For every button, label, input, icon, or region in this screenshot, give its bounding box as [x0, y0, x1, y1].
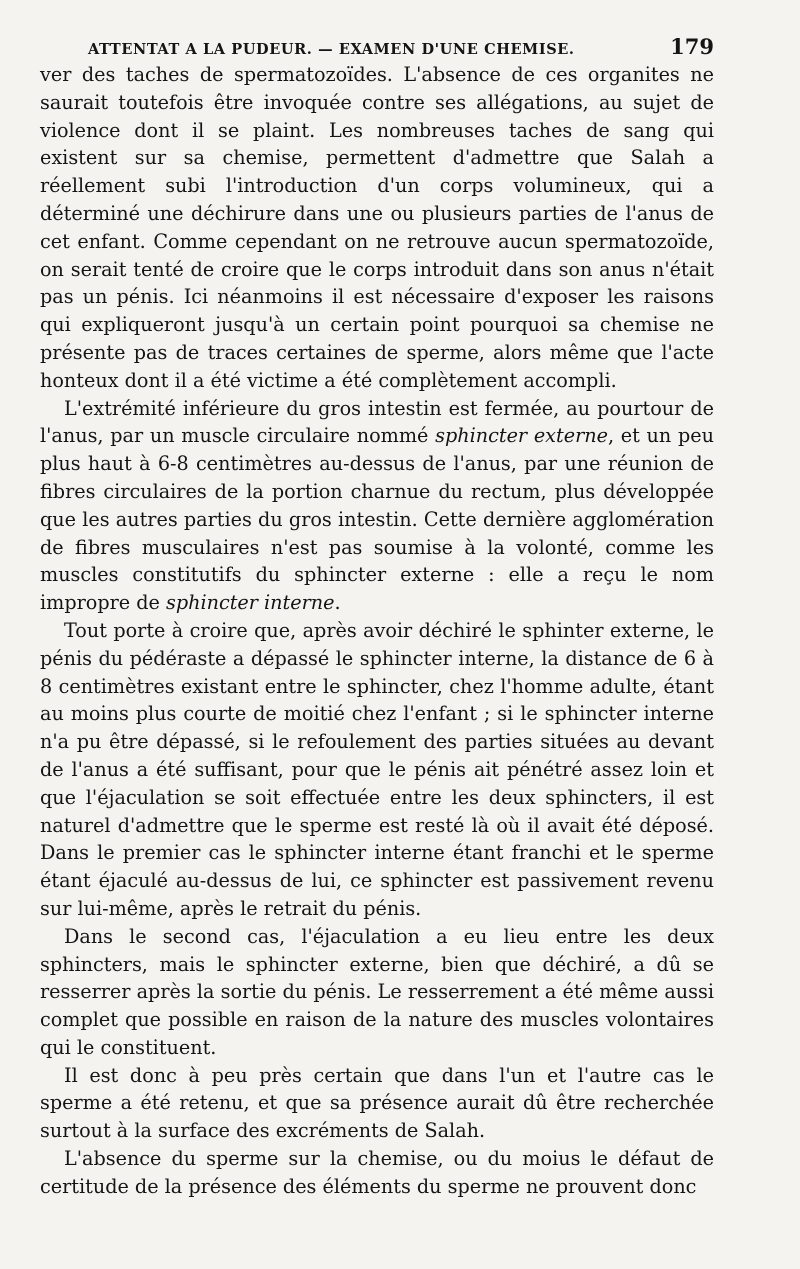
- paragraph: [40, 923, 714, 1062]
- text-run: L'extrémité inférieure du gros intestin est fermée, au pourtour de l'anus, par un muscle circulaire nommé: [40, 396, 714, 448]
- text-run: ver des taches de spermatozoïdes. L'absence de ces organites ne saurait toutefois être invoquée contre ses allégations, au sujet de violence dont il se plaint. Les nombreuses taches de sang qui existent sur sa chemise, permettent d'admettre que Salah a réellement subi l'introduction d'un corps volumineux, qui a déterminé une déchirure dans une ou plusieurs parties de l'anus de cet enfant. Comme cependant on ne retrouve aucun spermatozoïde, on serait tenté de croire que le corps introduit dans son anus n'était pas un pénis. Ici néanmoins il est nécessaire d'exposer les raisons qui expliqueront jusqu'à un certain point pourquoi sa chemise ne présente pas de traces certaines de sperme, alors même que l'acte honteux dont il a été victime a été complètement accompli.: [40, 63, 714, 392]
- paragraph: [40, 395, 714, 617]
- paragraph: [40, 1062, 714, 1145]
- italic-term: sphincter interne: [165, 591, 335, 615]
- paragraph: [40, 617, 714, 923]
- paragraph: [40, 61, 714, 395]
- text-run: , et un peu plus haut à 6-8 centimètres au-dessus de l'anus, par une réunion de fibres circulaires de la portion charnue du rectum, plus développée que les autres parties du gros intestin. Cette dernière agglomération de fibres musculaires n'est pas soumise à la volonté, comme les muscles constitutifs du sphincter externe : elle a reçu le nom impropre de: [40, 424, 714, 615]
- italic-term: sphincter externe: [435, 424, 608, 448]
- text-run: Dans le second cas, l'éjaculation a eu lieu entre les deux sphincters, mais le sphincter externe, bien que déchiré, a dû se resserrer après la sortie du pénis. Le resserrement a été même aussi complet que possible en raison de la nature des muscles volontaires qui le constituent.: [40, 924, 714, 1059]
- text-run: .: [334, 591, 341, 615]
- running-head: [40, 34, 714, 59]
- body-text: [40, 61, 714, 1201]
- paragraph: [40, 1145, 714, 1201]
- text-run: Tout porte à croire que, après avoir déchiré le sphinter externe, le pénis du pédéraste a dépassé le sphincter interne, la distance de 6 à 8 centimètres existant entre le sphincter, chez l'homme adulte, étant au moins plus courte de moitié chez l'enfant ; si le sphincter interne n'a pu être dépassé, si le refoulement des parties situées au devant de l'anus a été suffisant, pour que le pénis ait pénétré assez loin et que l'éjaculation se soit effectuée entre les deux sphincters, il est naturel d'admettre que le sperme est resté là où il avait été déposé. Dans le premier cas le sphincter interne étant franchi et le sperme étant éjaculé au-dessus de lui, ce sphincter est passivement revenu sur lui-même, après le retrait du pénis.: [40, 618, 714, 920]
- running-title: ATTENTAT A LA PUDEUR. — EXAMEN D'UNE CHEMISE.: [88, 41, 575, 58]
- text-run: Il est donc à peu près certain que dans l'un et l'autre cas le sperme a été retenu, et que sa présence aurait dû être recherchée surtout à la surface des excréments de Salah.: [40, 1063, 714, 1143]
- text-run: L'absence du sperme sur la chemise, ou du moius le défaut de certitude de la présence des éléments du sperme ne prouvent donc: [40, 1147, 714, 1198]
- page-number: 179: [670, 34, 714, 59]
